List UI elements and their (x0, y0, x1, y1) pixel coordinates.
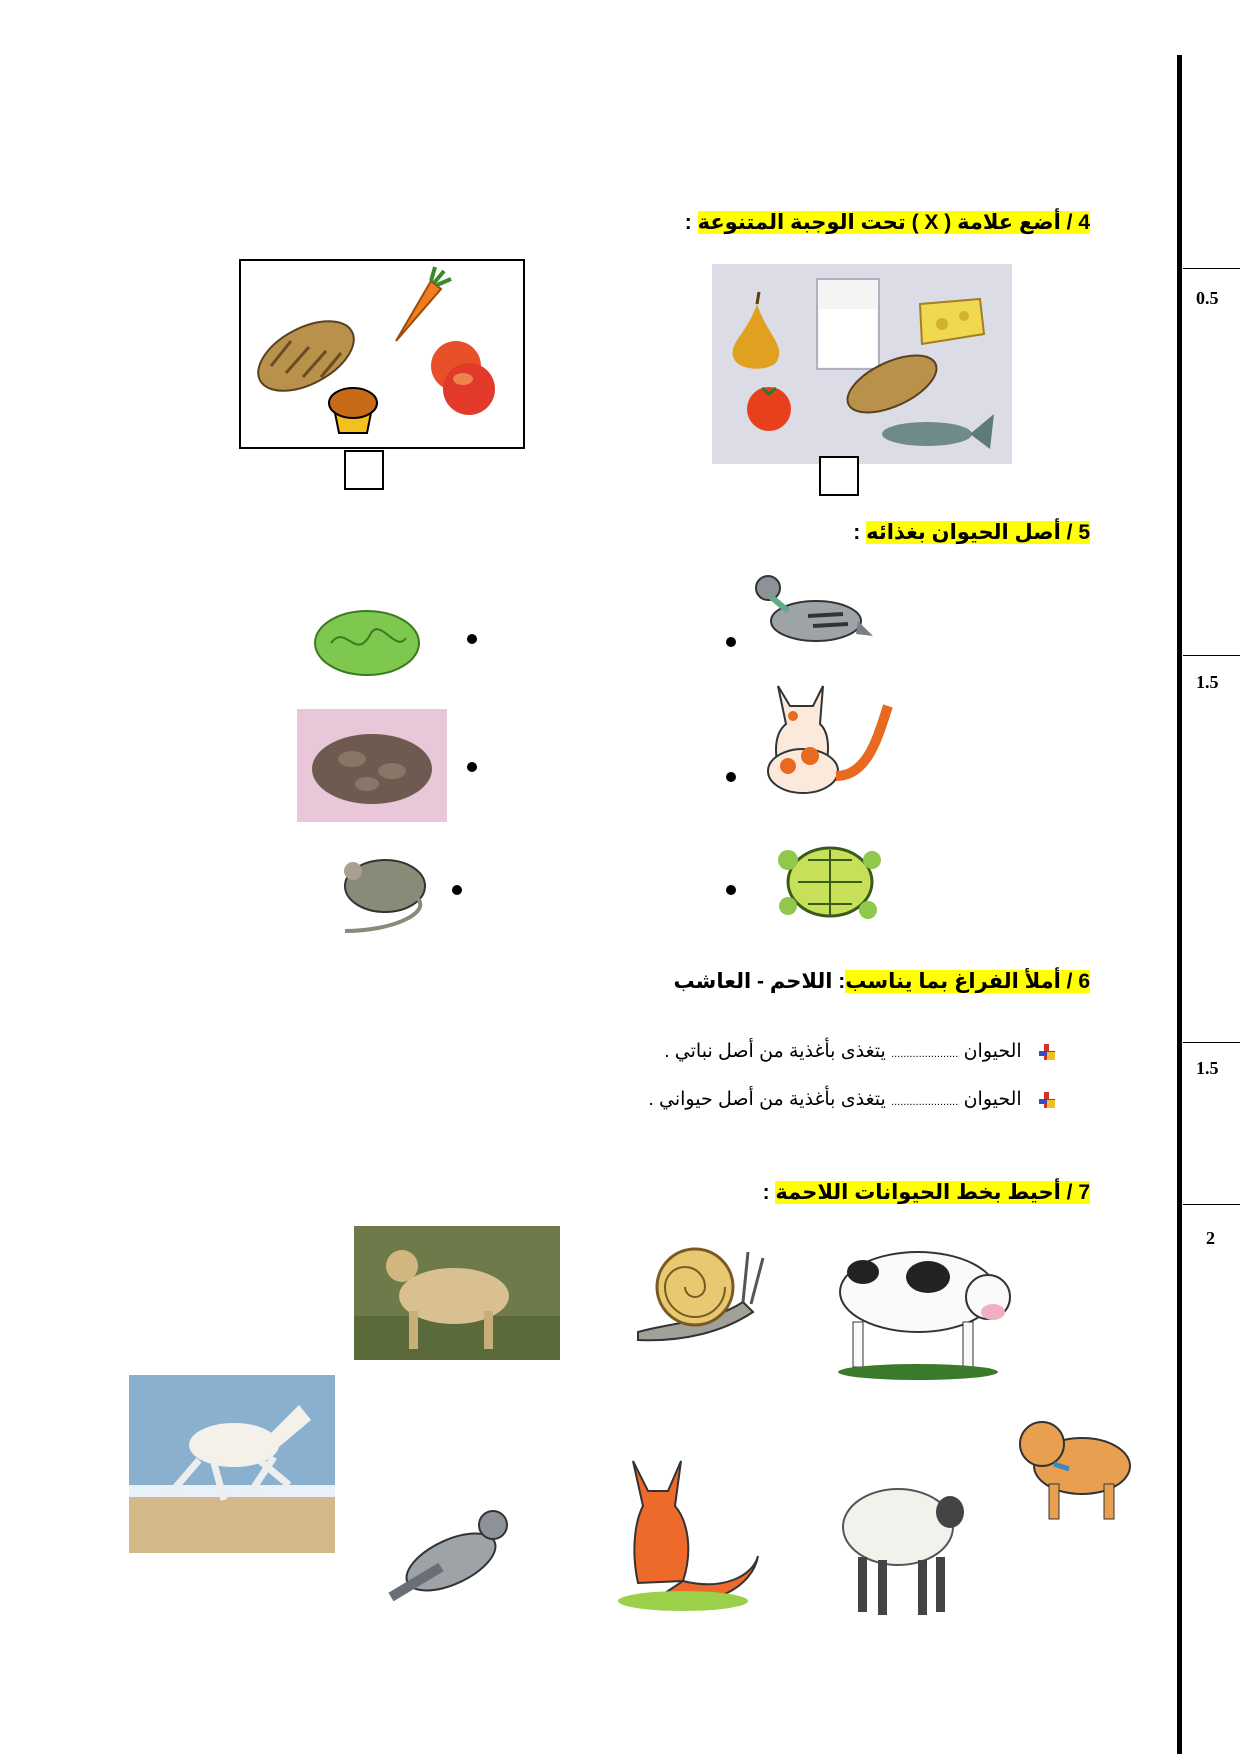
connector-dot-cat[interactable] (726, 772, 736, 782)
muffin-icon (329, 388, 377, 433)
connector-dot-seeds[interactable] (467, 762, 477, 772)
blank-2[interactable]: ...................... (891, 1096, 959, 1108)
tomato-icon (747, 387, 791, 431)
fill-line-2: الحيوان ...................... يتغذى بأغذية من أصل حيواني . (648, 1088, 1055, 1111)
score-q4: 0.5 (1196, 288, 1219, 308)
seeds-image (297, 709, 447, 822)
lion-icon (354, 1226, 560, 1360)
connector-dot-lettuce[interactable] (467, 634, 477, 644)
arrow-bullet-icon (1039, 1092, 1055, 1108)
connector-dot-mouse[interactable] (452, 885, 462, 895)
meal-right-frame (712, 264, 1012, 464)
lion-image[interactable] (354, 1226, 560, 1360)
fill-line-1: الحيوان ...................... يتغذى بأغذية من أصل نباتي . (664, 1040, 1055, 1063)
cat-icon (758, 676, 898, 798)
q4-title: 4 / أضع علامة ( X ) تحت الوجبة المتنوعة : (684, 211, 1090, 234)
score-q5: 1.5 (1196, 672, 1219, 692)
carrot-icon (396, 267, 451, 341)
connector-dot-turtle[interactable] (726, 885, 736, 895)
score-q7: 2 (1206, 1228, 1215, 1248)
cow-icon[interactable] (823, 1222, 1015, 1384)
peaches-icon (431, 341, 495, 415)
mouse-icon (335, 851, 447, 937)
milk-glass-icon (817, 279, 879, 369)
sheep-icon[interactable] (838, 1472, 968, 1622)
fish-icon (882, 414, 994, 449)
fox-icon[interactable] (613, 1451, 765, 1615)
q7-title: 7 / أحيط بخط الحيوانات اللاحمة : (762, 1181, 1090, 1204)
score-separator (1183, 1042, 1240, 1043)
lettuce-icon (311, 603, 423, 679)
meal-right-image (712, 264, 1012, 464)
arrow-bullet-icon (1039, 1044, 1055, 1060)
horse-icon (129, 1375, 335, 1553)
pigeon-icon[interactable] (381, 1497, 517, 1617)
horse-image[interactable] (129, 1375, 335, 1553)
meal-left-frame (239, 259, 525, 449)
connector-dot-pigeon[interactable] (726, 637, 736, 647)
meal-right-checkbox[interactable] (819, 456, 859, 496)
q5-title: 5 / أصل الحيوان بغذائه : (853, 521, 1090, 544)
score-separator (1183, 268, 1240, 269)
seeds-icon (297, 709, 447, 822)
meal-left-checkbox[interactable] (344, 450, 384, 490)
margin-line (1177, 55, 1182, 1754)
turtle-icon (768, 830, 888, 932)
score-q6: 1.5 (1196, 1058, 1219, 1078)
snail-icon[interactable] (633, 1232, 769, 1346)
meal-left-image (241, 261, 523, 447)
score-separator (1183, 1204, 1240, 1205)
dog-icon[interactable] (1014, 1414, 1140, 1524)
cheese-icon (920, 299, 984, 344)
pigeon-icon (748, 566, 874, 656)
q6-title: 6 / أملأ الفراغ بما يناسب: اللاحم - العاشب (673, 970, 1090, 993)
blank-1[interactable]: ...................... (891, 1048, 959, 1060)
pear-icon (733, 292, 780, 369)
score-separator (1183, 655, 1240, 656)
